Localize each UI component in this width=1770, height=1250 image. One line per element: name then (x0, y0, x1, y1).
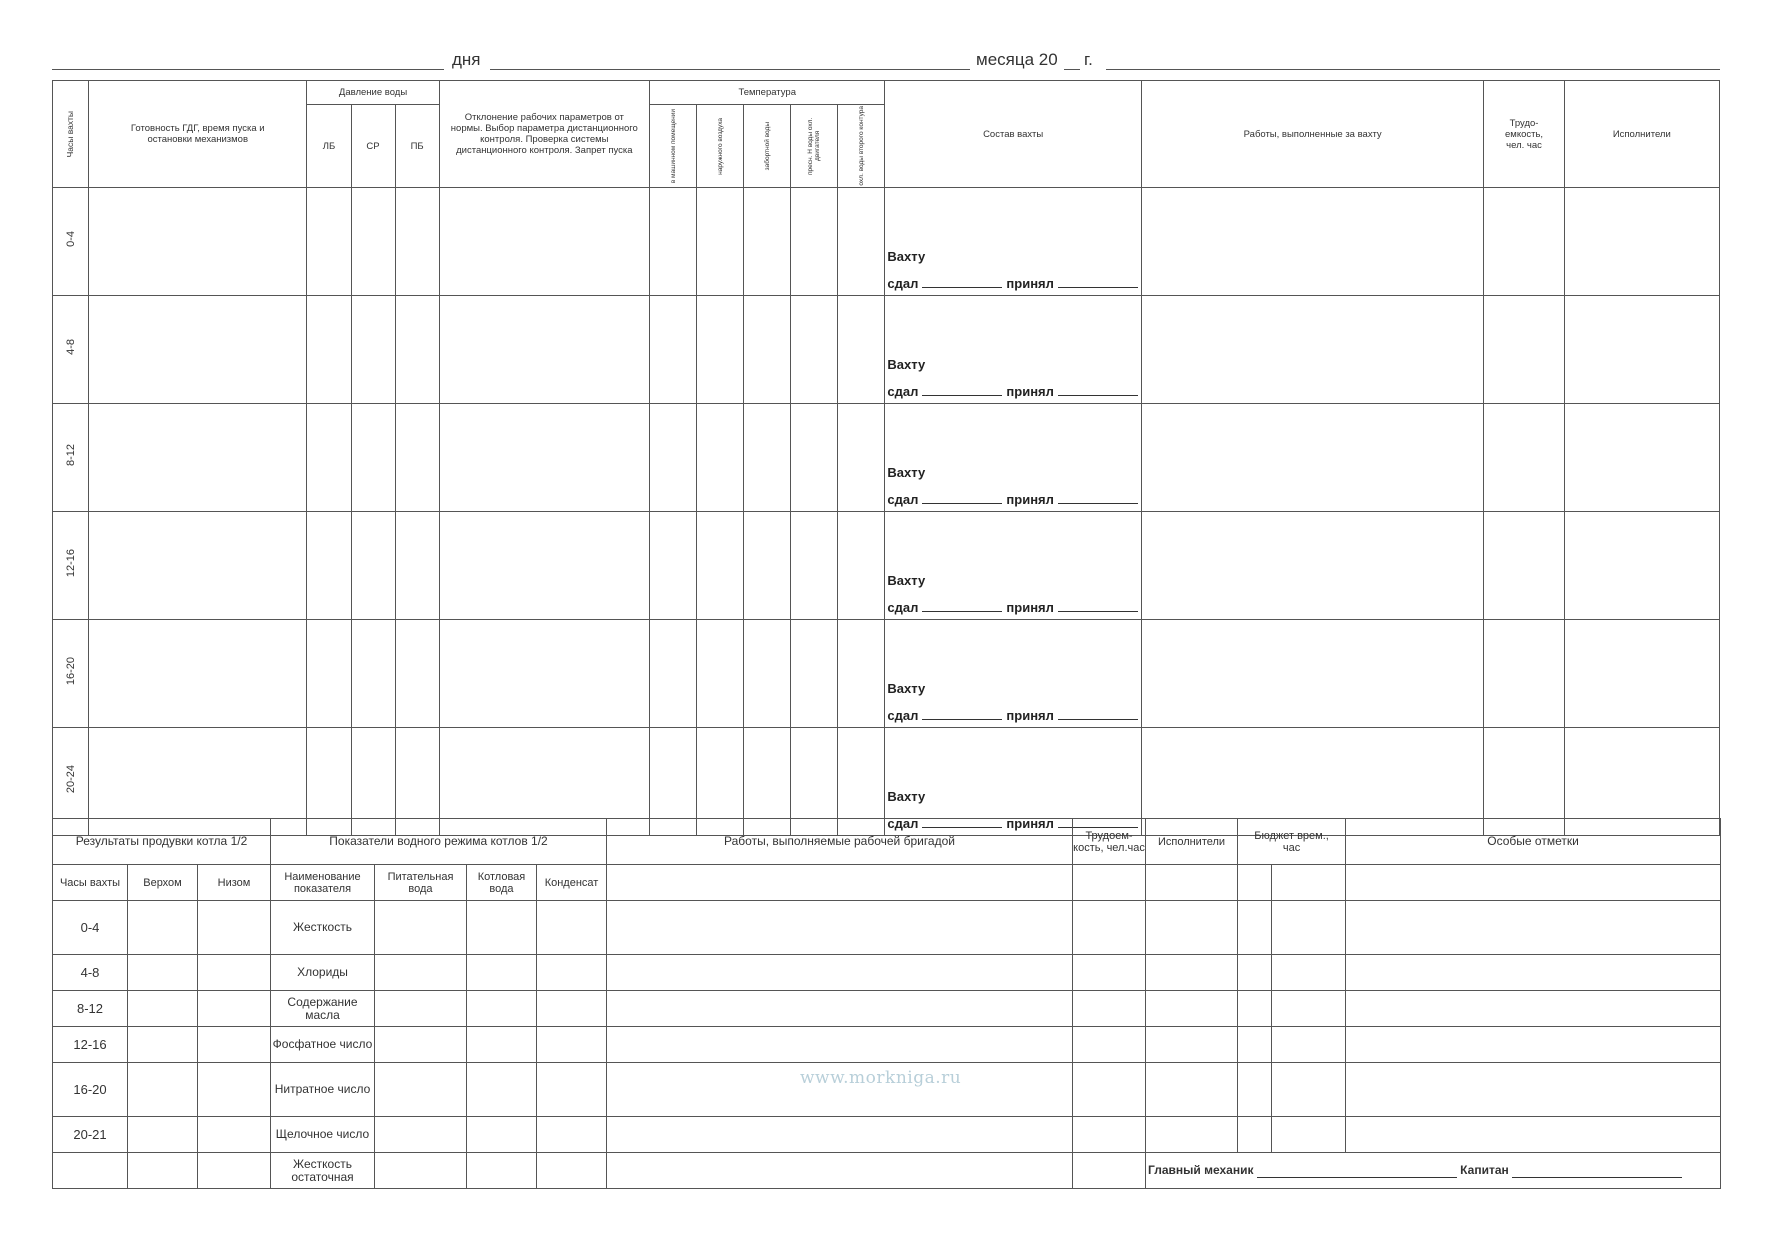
pressure-pb-header: ПБ (395, 105, 439, 188)
date-blank-1[interactable] (52, 69, 444, 70)
indicator-name: Содержание масла (271, 991, 375, 1027)
boiler-water-cell[interactable] (467, 955, 537, 991)
watch-row (53, 188, 1720, 296)
readiness-header: Готовность ГДГ, время пуска и остановки механизмов (89, 81, 307, 188)
works-cell[interactable] (1141, 512, 1484, 620)
deviation-cell[interactable] (439, 512, 649, 620)
blowdown-top-cell[interactable] (128, 955, 198, 991)
temp-sea-water-cell[interactable] (744, 296, 791, 404)
blowdown-bottom-cell[interactable] (198, 955, 271, 991)
day-label: дня (452, 50, 481, 69)
blowdown-top-cell[interactable] (128, 1063, 198, 1117)
temp-fresh-water-cell[interactable] (791, 512, 838, 620)
feed-water-cell[interactable] (375, 901, 467, 955)
crew-cell[interactable] (885, 512, 1141, 620)
crew-works-cell[interactable] (607, 1027, 1073, 1063)
crew-sdal-label: сдал (887, 600, 919, 615)
indicator-name: Жесткость (271, 901, 375, 955)
blowdown-hours: 20-21 (53, 1117, 128, 1153)
works-cell[interactable] (1141, 404, 1484, 512)
watch-hours-value: 4-8 (64, 339, 77, 355)
labor-cell[interactable] (1073, 955, 1146, 991)
feed-water-cell[interactable] (375, 1117, 467, 1153)
labor-cell[interactable] (1484, 512, 1564, 620)
month-label: месяца 20 (976, 50, 1058, 69)
crew-vahtu-label: Вахту (887, 357, 926, 372)
labor-cell[interactable] (1484, 296, 1564, 404)
sub-indicator-name: Наименование показателя (271, 865, 375, 901)
boiler-row (53, 1027, 1721, 1063)
blowdown-top-cell[interactable] (128, 1153, 198, 1189)
boiler-row (53, 1117, 1721, 1153)
temp-fresh-water-header: пресн. H воды охл. двигателя (791, 105, 838, 188)
deviation-cell[interactable] (439, 296, 649, 404)
performers-header: Исполнители (1564, 81, 1719, 188)
special-notes-cell[interactable] (1346, 1063, 1721, 1117)
crew-prinyal-blank[interactable] (1058, 502, 1138, 504)
crew-works-cell[interactable] (607, 1117, 1073, 1153)
indicator-name: Щелочное число (271, 1117, 375, 1153)
labor-cell[interactable] (1484, 404, 1564, 512)
temp-sea-water-cell[interactable] (744, 512, 791, 620)
performers-title: Исполнители (1146, 819, 1238, 865)
special-notes-cell[interactable] (1346, 1117, 1721, 1153)
boiler-and-brigade-table (52, 818, 1721, 1189)
temp-outside-air-cell[interactable] (697, 404, 744, 512)
temp-fresh-water-cell[interactable] (791, 620, 838, 728)
budget-cell-a[interactable] (1238, 865, 1272, 901)
deviation-cell[interactable] (439, 620, 649, 728)
special-notes-title: Особые отметки (1346, 819, 1721, 865)
crew-handover (887, 465, 1137, 507)
blowdown-top-cell[interactable] (128, 1117, 198, 1153)
pressure-lb-cell[interactable] (307, 296, 351, 404)
temp-second-circuit-cell[interactable] (838, 620, 885, 728)
crew-sdal-blank[interactable] (922, 286, 1002, 288)
sub-bottom: Низом (198, 865, 271, 901)
crew-works-cell[interactable] (607, 865, 1073, 901)
condensate-cell[interactable] (537, 991, 607, 1027)
works-cell[interactable] (1141, 620, 1484, 728)
temp-second-circuit-header: охл. воды второго контура (838, 105, 885, 188)
condensate-cell[interactable] (537, 1063, 607, 1117)
watch-log-table (52, 80, 1720, 836)
temp-engine-room-cell[interactable] (650, 404, 697, 512)
crew-prinyal-blank[interactable] (1058, 718, 1138, 720)
special-notes-cell[interactable] (1346, 1027, 1721, 1063)
blowdown-top-cell[interactable] (128, 991, 198, 1027)
captain-signature[interactable] (1512, 1165, 1682, 1178)
performers-cell[interactable] (1146, 1063, 1238, 1117)
condensate-cell[interactable] (537, 1153, 607, 1189)
temp-engine-room-cell[interactable] (650, 620, 697, 728)
temp-sea-water-cell[interactable] (744, 188, 791, 296)
performers-cell[interactable] (1564, 512, 1719, 620)
temp-engine-room-cell[interactable] (650, 512, 697, 620)
temperature-header: Температура (650, 81, 885, 105)
performers-cell[interactable] (1146, 901, 1238, 955)
pressure-pb-cell[interactable] (395, 404, 439, 512)
labor-cell[interactable] (1484, 620, 1564, 728)
deviation-header: Отклонение рабочих параметров от нормы. Выбор параметра дистанционного контроля. Проверка системы дистанционного контроля. Запрет пуска (439, 81, 649, 188)
pressure-sr-cell[interactable] (351, 512, 395, 620)
blowdown-title: Результаты продувки котла 1/2 (53, 819, 271, 865)
performers-cell[interactable] (1146, 1027, 1238, 1063)
deviation-cell[interactable] (439, 188, 649, 296)
readiness-cell[interactable] (89, 296, 307, 404)
boiler-row (53, 1153, 1721, 1189)
crew-prinyal-label: принял (1006, 816, 1054, 831)
crew-handover (887, 249, 1137, 291)
feed-water-cell[interactable] (375, 1153, 467, 1189)
watch-hours-value: 20-24 (64, 764, 77, 794)
labor-cell[interactable] (1073, 865, 1146, 901)
feed-water-cell[interactable] (375, 1027, 467, 1063)
budget-cell-b[interactable] (1272, 1027, 1346, 1063)
crew-cell[interactable] (885, 404, 1141, 512)
feed-water-cell[interactable] (375, 955, 467, 991)
blowdown-hours: 12-16 (53, 1027, 128, 1063)
sub-feed-water: Питательная вода (375, 865, 467, 901)
condensate-cell[interactable] (537, 955, 607, 991)
watch-row (53, 296, 1720, 404)
budget-cell-a[interactable] (1238, 1027, 1272, 1063)
budget-cell-b[interactable] (1272, 955, 1346, 991)
performers-cell[interactable] (1564, 188, 1719, 296)
watch-hours-cell (53, 512, 89, 620)
watch-hours-cell (53, 404, 89, 512)
crew-vahtu-label: Вахту (887, 573, 926, 588)
special-notes-cell[interactable] (1346, 991, 1721, 1027)
special-notes-cell[interactable] (1346, 901, 1721, 955)
crew-sdal-label: сдал (887, 708, 919, 723)
watch-hours-value: 12-16 (64, 548, 77, 578)
temp-outside-air-cell[interactable] (697, 296, 744, 404)
boiler-water-cell[interactable] (467, 1063, 537, 1117)
water-regime-title: Показатели водного режима котлов 1/2 (271, 819, 607, 865)
crew-sdal-blank[interactable] (922, 610, 1002, 612)
temp-outside-air-header: наружного воздуха (697, 105, 744, 188)
labor-cell[interactable] (1073, 1153, 1146, 1189)
crew-vahtu-label: Вахту (887, 249, 926, 264)
temp-sea-water-header: забортной воды (744, 105, 791, 188)
boiler-water-cell[interactable] (467, 991, 537, 1027)
temp-fresh-water-cell[interactable] (791, 188, 838, 296)
crew-prinyal-label: принял (1006, 492, 1054, 507)
budget-cell-a[interactable] (1238, 901, 1272, 955)
budget-cell-b[interactable] (1272, 865, 1346, 901)
crew-sdal-blank[interactable] (922, 502, 1002, 504)
crew-handover (887, 357, 1137, 399)
temp-engine-room-header: в машинном помещении (650, 105, 697, 188)
blowdown-hours (53, 1153, 128, 1189)
water-pressure-header: Давление воды (307, 81, 439, 105)
temp-sea-water-cell[interactable] (744, 620, 791, 728)
pressure-sr-cell[interactable] (351, 620, 395, 728)
crew-works-cell[interactable] (607, 901, 1073, 955)
crew-prinyal-label: принял (1006, 600, 1054, 615)
sub-watch-hours: Часы вахты (53, 865, 128, 901)
labor-cell[interactable] (1073, 901, 1146, 955)
temp-fresh-water-cell[interactable] (791, 404, 838, 512)
blowdown-bottom-cell[interactable] (198, 1027, 271, 1063)
crew-sdal-label: сдал (887, 384, 919, 399)
special-notes-cell[interactable] (1346, 955, 1721, 991)
pressure-lb-cell[interactable] (307, 620, 351, 728)
works-cell[interactable] (1141, 188, 1484, 296)
boiler-row (53, 955, 1721, 991)
watch-row (53, 620, 1720, 728)
crew-sdal-label: сдал (887, 492, 919, 507)
pressure-lb-cell[interactable] (307, 188, 351, 296)
crew-vahtu-label: Вахту (887, 789, 926, 804)
temp-outside-air-cell[interactable] (697, 620, 744, 728)
budget-cell-a[interactable] (1238, 991, 1272, 1027)
readiness-cell[interactable] (89, 188, 307, 296)
pressure-pb-cell[interactable] (395, 188, 439, 296)
labor-header: Трудо-емкость, чел. час (1484, 81, 1564, 188)
crew-cell[interactable] (885, 188, 1141, 296)
condensate-cell[interactable] (537, 1117, 607, 1153)
blowdown-top-cell[interactable] (128, 1027, 198, 1063)
temp-second-circuit-cell[interactable] (838, 404, 885, 512)
budget-title: Бюджет врем., час (1238, 819, 1346, 865)
blowdown-hours: 8-12 (53, 991, 128, 1027)
blowdown-bottom-cell[interactable] (198, 1063, 271, 1117)
boiler-row (53, 901, 1721, 955)
watermark: www.morkniga.ru (800, 1068, 962, 1088)
crew-prinyal-label: принял (1006, 384, 1054, 399)
blowdown-hours: 16-20 (53, 1063, 128, 1117)
labor-title: Трудоем-кость, чел.час (1073, 819, 1146, 865)
temp-second-circuit-cell[interactable] (838, 296, 885, 404)
blowdown-bottom-cell[interactable] (198, 1153, 271, 1189)
boiler-row (53, 991, 1721, 1027)
sub-top: Верхом (128, 865, 198, 901)
labor-cell[interactable] (1073, 991, 1146, 1027)
budget-cell-b[interactable] (1272, 1117, 1346, 1153)
pressure-sr-header: СР (351, 105, 395, 188)
blowdown-bottom-cell[interactable] (198, 1117, 271, 1153)
temp-outside-air-cell[interactable] (697, 188, 744, 296)
pressure-lb-cell[interactable] (307, 512, 351, 620)
sub-boiler-water: Котловая вода (467, 865, 537, 901)
watch-hours-value: 8-12 (64, 443, 77, 467)
watch-hours-cell (53, 296, 89, 404)
performers-cell[interactable] (1146, 991, 1238, 1027)
boiler-water-cell[interactable] (467, 901, 537, 955)
pressure-pb-cell[interactable] (395, 620, 439, 728)
condensate-cell[interactable] (537, 901, 607, 955)
date-header (52, 50, 1720, 74)
blowdown-bottom-cell[interactable] (198, 991, 271, 1027)
boiler-water-cell[interactable] (467, 1153, 537, 1189)
crew-sdal-blank[interactable] (922, 394, 1002, 396)
performers-cell[interactable] (1564, 296, 1719, 404)
crew-handover (887, 681, 1137, 723)
watch-hours-value: 0-4 (64, 231, 77, 247)
crew-header: Состав вахты (885, 81, 1141, 188)
blowdown-top-cell[interactable] (128, 901, 198, 955)
pressure-lb-cell[interactable] (307, 404, 351, 512)
temp-sea-water-cell[interactable] (744, 404, 791, 512)
performers-cell[interactable] (1564, 620, 1719, 728)
budget-cell-a[interactable] (1238, 1117, 1272, 1153)
watch-hours-cell (53, 620, 89, 728)
signatures-cell[interactable] (1146, 1153, 1721, 1189)
pressure-sr-cell[interactable] (351, 296, 395, 404)
indicator-name: Хлориды (271, 955, 375, 991)
watch-hours-value: 16-20 (64, 656, 77, 686)
boiler-water-cell[interactable] (467, 1117, 537, 1153)
blowdown-hours: 4-8 (53, 955, 128, 991)
crew-prinyal-blank[interactable] (1058, 610, 1138, 612)
crew-sdal-blank[interactable] (922, 718, 1002, 720)
watch-row (53, 512, 1720, 620)
temp-outside-air-cell[interactable] (697, 512, 744, 620)
readiness-cell[interactable] (89, 620, 307, 728)
temp-second-circuit-cell[interactable] (838, 188, 885, 296)
blowdown-hours: 0-4 (53, 901, 128, 955)
captain-label: Капитан (1460, 1163, 1509, 1177)
pressure-sr-cell[interactable] (351, 188, 395, 296)
crew-sdal-label: сдал (887, 276, 919, 291)
temp-engine-room-cell[interactable] (650, 296, 697, 404)
labor-cell[interactable] (1073, 1063, 1146, 1117)
crew-works-cell[interactable] (607, 1153, 1073, 1189)
feed-water-cell[interactable] (375, 991, 467, 1027)
temp-engine-room-cell[interactable] (650, 188, 697, 296)
budget-cell-b[interactable] (1272, 991, 1346, 1027)
readiness-cell[interactable] (89, 404, 307, 512)
watch-hours-cell (53, 188, 89, 296)
indicator-name: Жесткость остаточная (271, 1153, 375, 1189)
budget-cell-a[interactable] (1238, 1063, 1272, 1117)
indicator-name: Фосфатное число (271, 1027, 375, 1063)
watch-hours-header: Часы вахты (53, 81, 89, 188)
crew-cell[interactable] (885, 296, 1141, 404)
feed-water-cell[interactable] (375, 1063, 467, 1117)
special-notes-cell[interactable] (1346, 865, 1721, 901)
crew-vahtu-label: Вахту (887, 465, 926, 480)
pressure-lb-header: ЛБ (307, 105, 351, 188)
performers-cell[interactable] (1146, 1117, 1238, 1153)
budget-cell-a[interactable] (1238, 955, 1272, 991)
temp-fresh-water-cell[interactable] (791, 296, 838, 404)
blowdown-bottom-cell[interactable] (198, 901, 271, 955)
labor-cell[interactable] (1073, 1117, 1146, 1153)
watch-row (53, 404, 1720, 512)
budget-cell-b[interactable] (1272, 901, 1346, 955)
readiness-cell[interactable] (89, 512, 307, 620)
crew-handover (887, 573, 1137, 615)
works-cell[interactable] (1141, 296, 1484, 404)
crew-works-title: Работы, выполняемые рабочей бригадой (607, 819, 1073, 865)
chief-mechanic-signature[interactable] (1257, 1165, 1457, 1178)
pressure-pb-cell[interactable] (395, 296, 439, 404)
sub-condensate: Конденсат (537, 865, 607, 901)
date-blank-2[interactable] (490, 69, 970, 70)
pressure-pb-cell[interactable] (395, 512, 439, 620)
year-label: г. (1084, 50, 1093, 69)
crew-works-cell[interactable] (607, 955, 1073, 991)
crew-vahtu-label: Вахту (887, 681, 926, 696)
works-header: Работы, выполненные за вахту (1141, 81, 1484, 188)
performers-cell[interactable] (1146, 955, 1238, 991)
performers-cell[interactable] (1146, 865, 1238, 901)
temp-second-circuit-cell[interactable] (838, 512, 885, 620)
chief-mechanic-label: Главный механик (1148, 1163, 1254, 1177)
date-blank-3[interactable] (1106, 69, 1720, 70)
labor-cell[interactable] (1073, 1027, 1146, 1063)
crew-works-cell[interactable] (607, 991, 1073, 1027)
crew-sdal-label: сдал (887, 816, 919, 831)
pressure-sr-cell[interactable] (351, 404, 395, 512)
crew-prinyal-label: принял (1006, 708, 1054, 723)
budget-cell-b[interactable] (1272, 1063, 1346, 1117)
condensate-cell[interactable] (537, 1027, 607, 1063)
crew-prinyal-blank[interactable] (1058, 286, 1138, 288)
indicator-name: Нитратное число (271, 1063, 375, 1117)
crew-prinyal-blank[interactable] (1058, 394, 1138, 396)
year-blank[interactable] (1064, 69, 1080, 70)
labor-cell[interactable] (1484, 188, 1564, 296)
boiler-water-cell[interactable] (467, 1027, 537, 1063)
deviation-cell[interactable] (439, 404, 649, 512)
crew-cell[interactable] (885, 620, 1141, 728)
crew-prinyal-label: принял (1006, 276, 1054, 291)
performers-cell[interactable] (1564, 404, 1719, 512)
